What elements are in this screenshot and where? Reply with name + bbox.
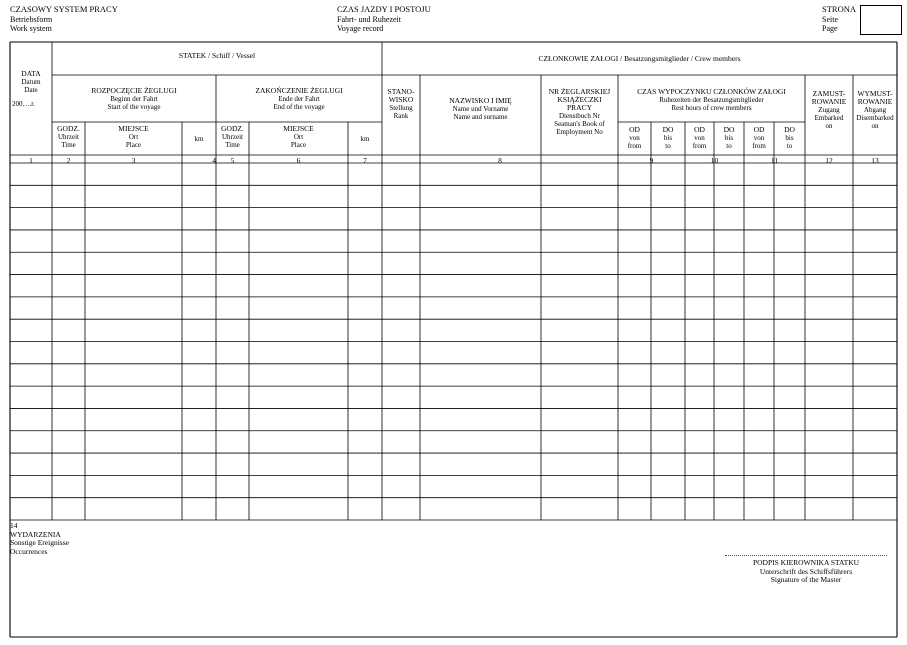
col-number: 9 <box>649 156 654 165</box>
rest-hours-header: CZAS WYPOCZYNKU CZŁONKÓW ZAŁOGI Ruhezeiten der Besatzungsmitglieder Rest hours of crew members <box>637 87 786 112</box>
col-number: 13 <box>871 156 879 165</box>
end-km-header: km <box>360 135 370 143</box>
rest-from-1-header: OD von from <box>627 125 642 150</box>
start-time-header: GODZ. Uhrzeit Time <box>57 124 80 149</box>
master-signature[interactable] <box>725 555 887 585</box>
signature-pl: PODPIS KIEROWNIKA STATKU <box>752 558 860 567</box>
col-number: 12 <box>825 156 833 165</box>
col-number: 5 <box>230 156 235 165</box>
events-number: 14 <box>10 521 18 530</box>
end-time-header: GODZ. Uhrzeit Time <box>221 124 244 149</box>
col-number: 6 <box>296 156 301 165</box>
rest-to-2-header: DO bis to <box>723 125 735 150</box>
disembarked-header: WYMUST- ROWANIE Abgang Disembarked on <box>856 89 894 130</box>
voyage-record-de: Fahrt- und Ruhezeit <box>337 14 401 24</box>
work-system-en: Work system <box>10 24 52 33</box>
events-pl: WYDARZENIA <box>10 529 61 539</box>
rest-from-3-header: OD von from <box>752 125 766 150</box>
signature-de: Unterschrift des Schiffsführers <box>759 566 853 576</box>
voyage-record-en: Voyage record <box>337 24 384 33</box>
signature-en: Signature of the Master <box>770 575 842 584</box>
work-system-pl: CZASOWY SYSTEM PRACY <box>10 4 118 14</box>
work-system-de: Betriebsform <box>10 14 53 24</box>
page-de: Seite <box>822 14 838 24</box>
col-number: 7 <box>363 156 367 165</box>
embarked-header: ZAMUST- ROWANIE Zugang Embarked on <box>811 89 847 130</box>
events-en: Occurrences <box>10 546 48 556</box>
rest-from-2-header: OD von from <box>692 125 707 150</box>
rest-to-3-header: DO bis to <box>784 125 795 150</box>
start-place-header: MIEJSCE Ort Place <box>118 124 149 149</box>
vessel-header: STATEK / Schiff / Vessel <box>178 51 256 60</box>
start-voyage-header: ROZPOCZĘCIE ŻEGLUGI Beginn der Fahrt Start of the voyage <box>91 86 177 111</box>
col-number: 4 <box>212 156 216 165</box>
col-number: 3 <box>131 156 136 165</box>
end-voyage-header: ZAKOŃCZENIE ŻEGLUGI Ende der Fahrt End of the voyage <box>255 86 343 111</box>
crew-header: CZŁONKOWIE ZAŁOGI / Besatzungsmitglieder / Crew members <box>538 54 741 63</box>
col-number: 10 <box>710 156 719 165</box>
rest-to-1-header: DO bis to <box>662 125 674 150</box>
events-section[interactable] <box>10 522 69 556</box>
col-number: 1 <box>29 156 33 165</box>
page-en: Page <box>822 24 838 33</box>
events-de: Sonstige Ereignisse <box>10 538 69 547</box>
rank-header: STANO- WISKO Stellung Rank <box>387 87 415 120</box>
name-header: NAZWISKO I IMIĘ Name und Vorname Name and surname <box>449 96 512 121</box>
page-pl: STRONA <box>822 4 857 14</box>
col-number: 2 <box>66 156 71 165</box>
col-number: 11 <box>770 156 779 165</box>
seaman-book-header: NR ŻEGLARSKIEJ KSIĄŻECZKI PRACY Dienstbuch Nr Seaman's Book of Employment No <box>548 87 611 136</box>
end-place-header: MIEJSCE Ort Place <box>283 124 314 149</box>
date-header: DATA Datum Date 200….r. <box>12 69 41 108</box>
voyage-record-pl: CZAS JAZDY I POSTOJU <box>337 4 431 14</box>
start-km-header: km <box>194 135 204 143</box>
col-number: 8 <box>498 156 502 165</box>
